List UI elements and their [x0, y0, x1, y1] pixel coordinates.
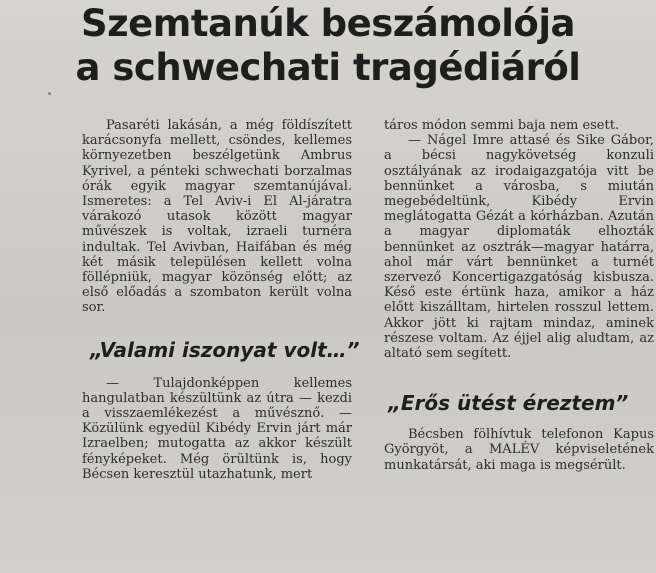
- subheading-eros-utes: „Erős ütést éreztem”: [388, 391, 629, 416]
- diplomats-paragraph: — Nágel Imre attasé és Sike Gábor, a bécsi nagykövetség konzuli osztályának az irodaigazgatója vitt be bennünket a városba, s miután megebédeltünk, Kibédy Ervin meglátogatta Gézát a kórházban. Azután a magyar diplomaták elhozták bennünket az osztrák—magyar határra, ahol már várt bennünket a turnét szervező Koncertigazgatóság kisbusza. Késő este értünk haza, amikor a ház előtt kiszálltam, hirtelen rosszul lettem. Akkor jött ki rajtam mindaz, aminek részese voltam. Az éjjel alig aludtam, az altató sem segített.: [384, 133, 654, 362]
- right-column: [384, 118, 654, 473]
- intro-paragraph: Pasaréti lakásán, a még földíszített karácsonyfa mellett, csöndes, kellemes környezetben beszélgetünk Ambrus Kyrivel, a pénteki schwechati borzalmas órák egyik magyar szemtanújával. Ismeretes: a Tel Aviv-i El Al-járatra várakozó utasok között magyar művészek is voltak, izraeli turnéra indultak. Tel Avivban, Haifában és még két másik településen kellett volna föllépniük, magyar közönség előtt; az első előadás a szombaton került volna sor.: [82, 118, 352, 316]
- vienna-paragraph: Bécsben fölhívtuk telefonon Kapus Györgyöt, a MALÉV képviseletének munkatársát, aki maga is megsérült.: [384, 427, 654, 473]
- headline-line-1: Szemtanúk beszámolója: [81, 2, 575, 45]
- article-headline: [0, 2, 656, 90]
- continuation-paragraph: táros módon semmi baja nem esett.: [384, 118, 620, 133]
- left-column: [82, 118, 360, 482]
- quote-paragraph: — Tulajdonképpen kellemes hangulatban készültünk az útra — kezdi a visszaemlékezést a művésznő. — Közülünk egyedül Kibédy Ervin járt már Izraelben; mutogatta az akkor készült fényképeket. Még örültünk is, hogy Bécsen keresztül utazhatunk, mert: [82, 375, 352, 482]
- print-speck: [48, 92, 51, 95]
- subheading-iszonyat: „Valami iszonyat volt…”: [90, 337, 360, 362]
- headline-line-2: a schwechati tragédiáról: [75, 46, 581, 89]
